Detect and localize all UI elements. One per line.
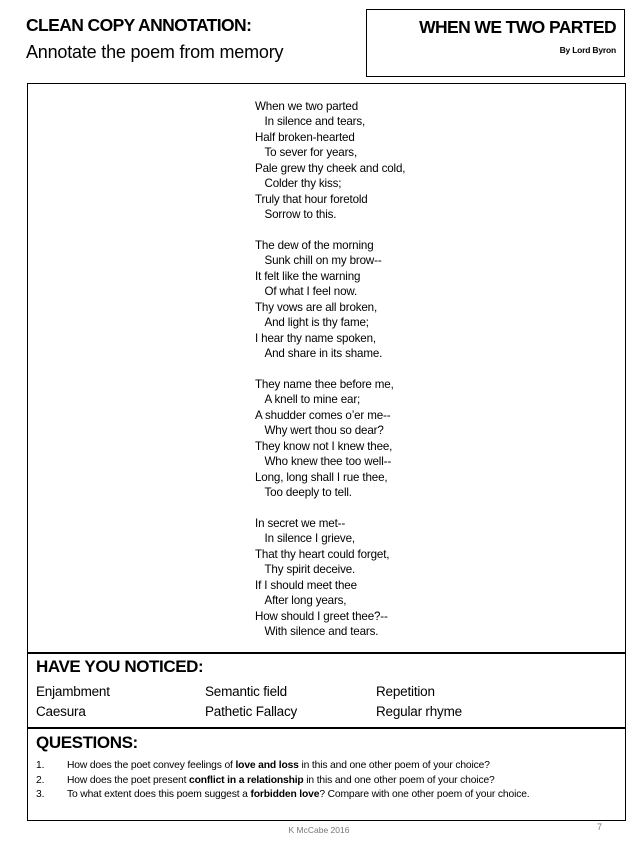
poem-line: Of what I feel now. <box>264 285 358 299</box>
question-text: in this and one other poem of your choice? <box>298 760 490 771</box>
poem-line: In silence and tears, <box>264 115 366 129</box>
question-item <box>36 774 616 789</box>
notice-term: Enjambment <box>36 684 110 699</box>
poem-line: How should I greet thee?-- <box>255 609 388 623</box>
poem-line: After long years, <box>264 594 347 608</box>
have-you-noticed-box <box>27 653 626 728</box>
question-focus: love and loss <box>235 760 299 771</box>
poem-line: I hear thy name spoken, <box>255 331 376 345</box>
poem-line: When we two parted <box>255 100 358 113</box>
poem-line: Colder thy kiss; <box>264 177 342 191</box>
poem-line: To sever for years, <box>264 146 358 160</box>
poem-author: By Lord Byron <box>559 45 616 55</box>
poem-line: A knell to mine ear; <box>264 393 361 407</box>
page-number: 7 <box>597 822 603 832</box>
poem-line: That thy heart could forget, <box>255 547 390 561</box>
notice-heading: HAVE YOU NOTICED: <box>36 657 204 676</box>
poem-line: Half broken-hearted <box>255 130 355 144</box>
question-text: in this and one other poem of your choice? <box>303 774 495 786</box>
poem-line: Thy vows are all broken, <box>255 300 378 314</box>
worksheet-header <box>26 14 356 64</box>
question-focus: forbidden love <box>250 789 320 801</box>
question-text: To what extent does this poem suggest a <box>67 789 251 801</box>
poem-line: A shudder comes o’er me-- <box>255 408 391 422</box>
poem-line: Why wert thou so dear? <box>264 424 384 438</box>
poem-title: WHEN WE TWO PARTED <box>419 17 616 37</box>
poem-stanza <box>255 377 405 501</box>
notice-term: Regular rhyme <box>376 704 462 719</box>
notice-term: Semantic field <box>205 684 287 699</box>
poem-line: If I should meet thee <box>255 578 357 592</box>
poem-line: And share in its shame. <box>264 347 383 361</box>
poem-line: With silence and tears. <box>264 625 379 639</box>
question-text: How does the poet convey feelings of <box>67 760 236 771</box>
notice-term: Pathetic Fallacy <box>205 704 298 719</box>
poem-line: They know not I knew thee, <box>255 439 393 453</box>
poem-line: In silence I grieve, <box>264 532 355 546</box>
question-item <box>36 788 616 803</box>
poem-line: And light is thy fame; <box>264 316 369 330</box>
question-number: 2. <box>36 774 45 786</box>
footer-credit: K McCabe 2016 <box>288 825 350 835</box>
poem-line: Sorrow to this. <box>264 208 337 222</box>
poem-stanza <box>255 238 405 362</box>
notice-term: Caesura <box>36 704 86 719</box>
poem-title-box <box>366 9 625 77</box>
poem-line: Who knew thee too well-- <box>264 455 392 469</box>
worksheet-title: CLEAN COPY ANNOTATION: <box>26 15 252 35</box>
poem-box <box>27 83 626 653</box>
question-text: ? Compare with one other poem of your choice. <box>319 789 530 801</box>
poem-line: Too deeply to tell. <box>264 486 352 500</box>
question-number: 1. <box>36 760 45 771</box>
poem-text <box>255 99 405 655</box>
poem-line: Thy spirit deceive. <box>264 563 356 577</box>
poem-line: Pale grew thy cheek and cold, <box>255 161 406 175</box>
poem-stanza <box>255 99 405 223</box>
question-focus: conflict in a relationship <box>189 774 304 786</box>
questions-heading: QUESTIONS: <box>36 733 138 752</box>
questions-box <box>27 728 626 821</box>
questions-list <box>36 759 616 803</box>
poem-line: Truly that hour foretold <box>255 192 368 206</box>
question-item <box>36 759 616 774</box>
poem-line: The dew of the morning <box>255 239 374 252</box>
worksheet-instruction: Annotate the poem from memory <box>26 42 284 62</box>
notice-term: Repetition <box>376 684 435 699</box>
poem-line: Long, long shall I rue thee, <box>255 470 388 484</box>
poem-line: They name thee before me, <box>255 378 394 391</box>
question-number: 3. <box>36 789 45 801</box>
question-text: How does the poet present <box>67 774 190 786</box>
poem-line: It felt like the warning <box>255 269 361 283</box>
poem-line: Sunk chill on my brow-- <box>264 254 382 268</box>
poem-line: In secret we met-- <box>255 517 346 530</box>
poem-stanza <box>255 516 405 640</box>
